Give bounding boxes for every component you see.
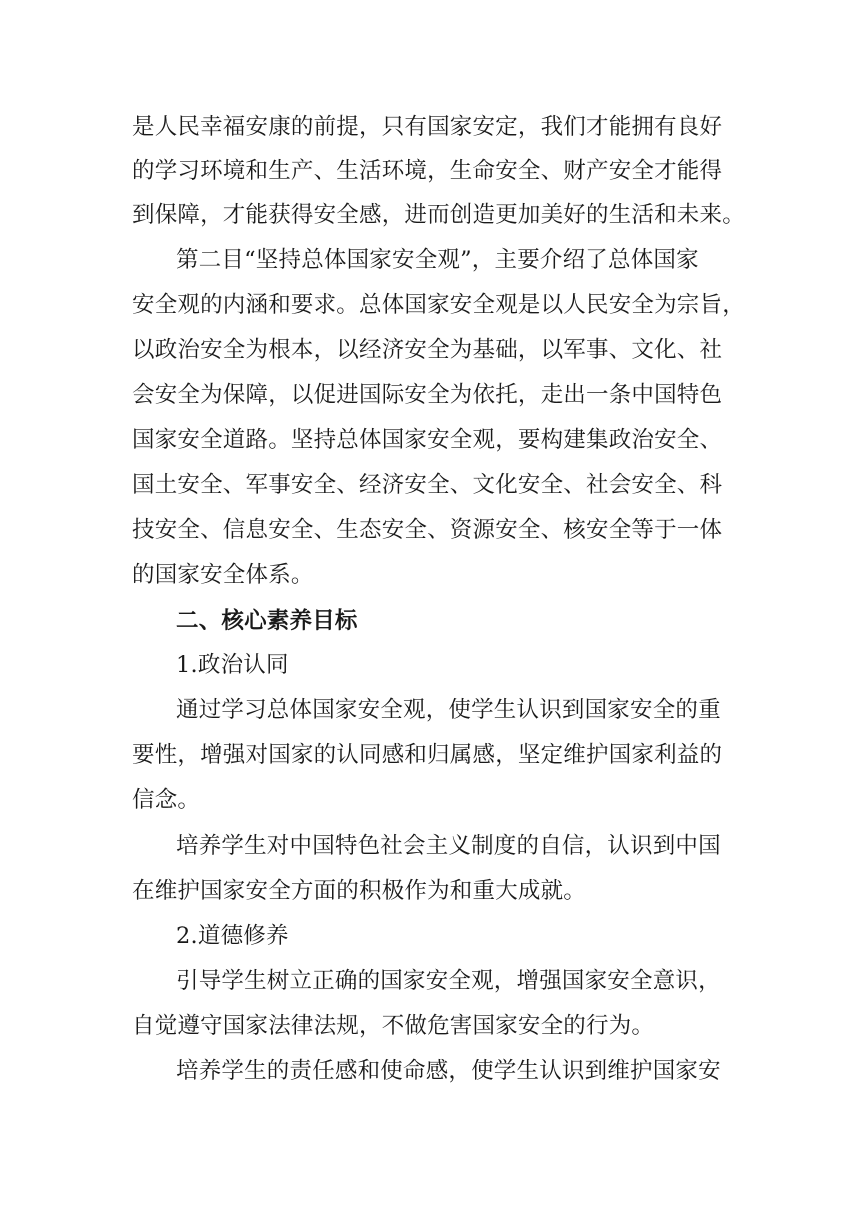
text-line: 国土安全、军事安全、经济安全、文化安全、社会安全、科	[132, 472, 723, 498]
text-line: 是人民幸福安康的前提，只有国家安定，我们才能拥有良好	[132, 114, 723, 140]
text-line: 到保障，才能获得安全感，进而创造更加美好的生活和未来。	[132, 202, 745, 228]
paragraph-first-line: 引导学生树立正确的国家安全观，增强国家安全意识，	[176, 968, 721, 994]
text-line: 的国家安全体系。	[132, 562, 314, 588]
text-line: 在维护国家安全方面的积极作为和重大成就。	[132, 878, 587, 904]
paragraph-first-line: 第二目“坚持总体国家安全观”，主要介绍了总体国家	[176, 247, 699, 273]
text-line: 信念。	[132, 787, 201, 813]
text-line: 以政治安全为根本，以经济安全为基础，以军事、文化、社	[132, 337, 723, 363]
subsection-heading: 2.道德修养	[176, 923, 289, 949]
text-line: 国家安全道路。坚持总体国家安全观，要构建集政治安全、	[132, 427, 723, 453]
text-line: 会安全为保障，以促进国际安全为依托，走出一条中国特色	[132, 382, 723, 408]
paragraph-first-line: 通过学习总体国家安全观，使学生认识到国家安全的重	[176, 697, 721, 723]
text-line: 技安全、信息安全、生态安全、资源安全、核安全等于一体	[132, 517, 723, 543]
text-line: 要性，增强对国家的认同感和归属感，坚定维护国家利益的	[132, 742, 723, 768]
subsection-heading: 1.政治认同	[176, 652, 289, 678]
text-line: 的学习环境和生产、生活环境，生命安全、财产安全才能得	[132, 158, 723, 184]
section-heading: 二、核心素养目标	[176, 608, 358, 634]
text-line: 自觉遵守国家法律法规，不做危害国家安全的行为。	[132, 1013, 655, 1039]
text-line: 安全观的内涵和要求。总体国家安全观是以人民安全为宗旨，	[132, 292, 745, 318]
paragraph-first-line: 培养学生对中国特色社会主义制度的自信，认识到中国	[176, 833, 721, 859]
paragraph-first-line: 培养学生的责任感和使命感，使学生认识到维护国家安	[176, 1058, 721, 1084]
